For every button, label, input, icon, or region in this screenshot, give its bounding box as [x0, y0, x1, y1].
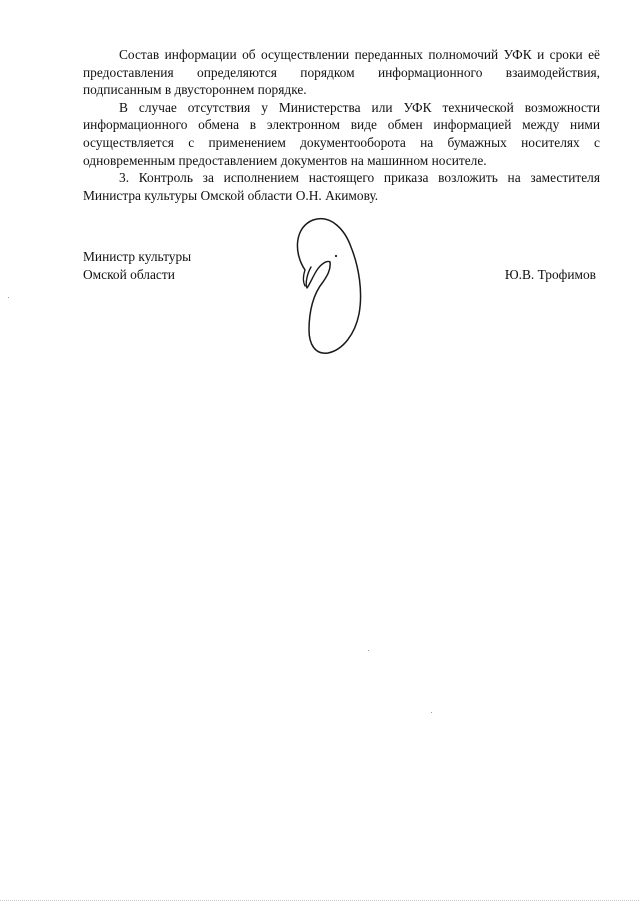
- scan-speck: [368, 650, 369, 651]
- handwritten-signature: [283, 212, 373, 362]
- scan-speck: [8, 297, 9, 298]
- page-bottom-edge: [0, 900, 639, 901]
- paragraph-report-composition: Состав информации об осуществлении переданных полномочий УФК и сроки её предоставления определяются порядком информационного взаимодействия, подписанным в двустороннем порядке.: [83, 47, 600, 98]
- document-body: [83, 46, 600, 204]
- signatory-name: Ю.В. Трофимов: [504, 266, 596, 282]
- signatory-title-line-2: Омской области: [83, 266, 175, 282]
- signatory-title: [83, 248, 191, 283]
- paragraph-control-clause: 3. Контроль за исполнением настоящего приказа возложить на заместителя Министра культуры Омской области О.Н. Акимову.: [83, 170, 600, 203]
- scan-speck: [431, 712, 432, 713]
- signatory-title-line-1: Министр культуры: [83, 249, 192, 264]
- paragraph-paper-exchange: В случае отсутствия у Министерства или УФК технической возможности информационного обмена в электронном виде обмен информацией между ними осуществляется с применением документооборота на бумажных носителях с одновременным предоставлением документов на машинном носителе.: [83, 99, 600, 168]
